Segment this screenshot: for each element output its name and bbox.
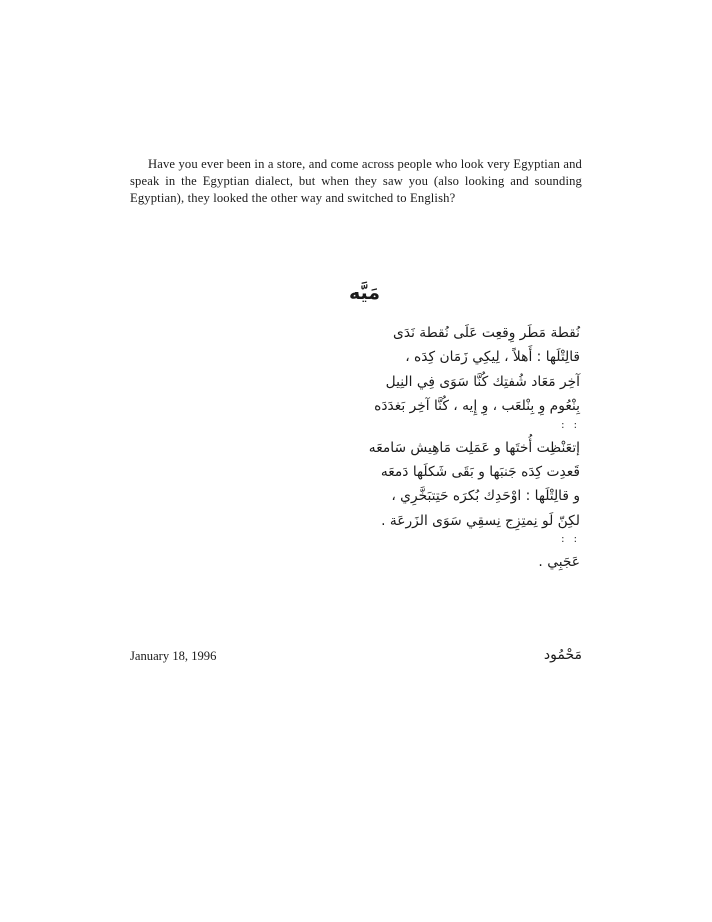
poem-line: نُقطة مَطَر وِقعِت عَلَى نُقطة نَدَى (393, 325, 580, 341)
stanza-separator: : : (561, 534, 580, 546)
document-date: January 18, 1996 (130, 649, 217, 663)
poem-line: بِنْعُوم وِ بِنْلعَب ، وِ إِيه ، كُنَّا آخِر بَغدَدَه (374, 398, 580, 415)
stanza-separator: : : (561, 419, 580, 431)
intro-paragraph: Have you ever been in a store, and come across people who look very Egyptian and speak in the Egyptian dialect, but when they saw you (also looking and sounding Egyptian), they looked the other way and switched to English? (130, 157, 582, 205)
poem-line: عَجَبِي . (538, 554, 580, 571)
poem-stanzas (300, 321, 580, 575)
poem-line: و قالِتْلَها : اوْحَدِك بُكرَه حَتِتبَخَّرِي ، (391, 488, 580, 505)
poem-line: لكِنّ لَو نِمتِزِج نِسقِي سَوَى الزَرعَة . (381, 512, 580, 529)
poem-line: إتعَنْظِت أُختَها و عَمَلِت مَاهِيش سَامعَه (368, 439, 580, 456)
poem-signature: مَحْمُود (543, 647, 582, 663)
poem-line: آخِر مَعَاد شُفتِك كُنَّا سَوَى فِي النِيل (385, 373, 580, 390)
poem-line: قالِتْلَها : أَهلاً ، لِيكِي زَمَان كِدَه ، (405, 349, 580, 366)
poem-line: قَعدِت كِدَه جَنبَها و بَقَى شَكلَها دَمعَه (380, 463, 580, 480)
poem-title: مَيَّه (348, 282, 380, 304)
